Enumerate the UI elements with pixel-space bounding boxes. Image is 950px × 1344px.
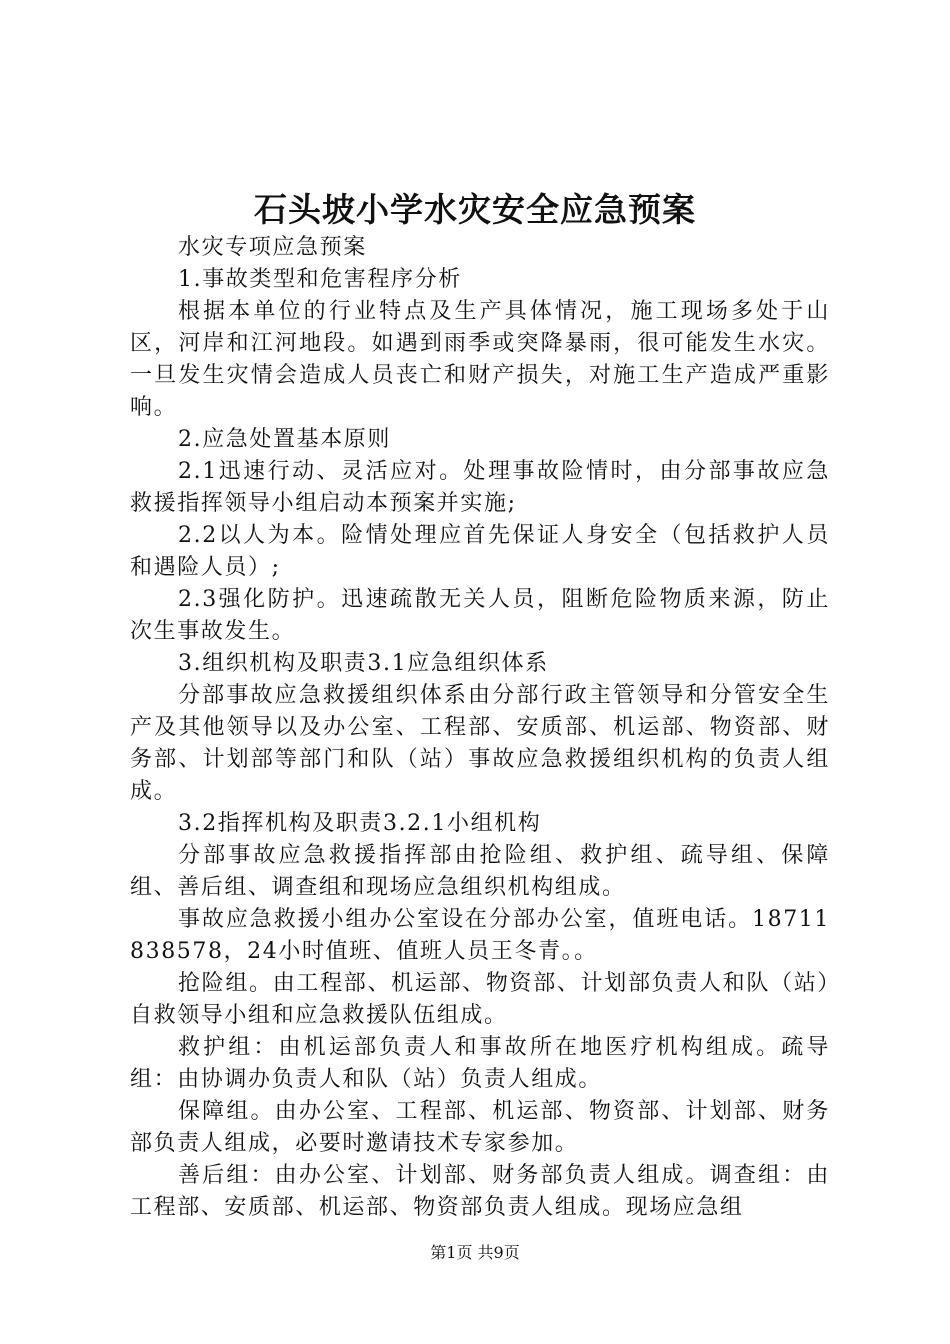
paragraph: 2.2以人为本。险情处理应首先保证人身安全（包括救护人员和遇险人员）; <box>130 523 830 580</box>
paragraph-subtitle: 水灾专项应急预案 <box>178 235 367 260</box>
section-heading-2: 2.应急处置基本原则 <box>178 427 391 452</box>
section-heading-1: 1.事故类型和危害程序分析 <box>178 267 462 292</box>
paragraph: 2.1迅速行动、灵活应对。处理事故险情时，由分部事故应急救援指挥领导小组启动本预案并实施; <box>130 459 830 516</box>
paragraph: 救护组：由机运部负责人和事故所在地医疗机构组成。疏导组：由协调办负责人和队（站）负责人组成。 <box>130 1035 830 1092</box>
paragraph: 保障组。由办公室、工程部、机运部、物资部、计划部、财务部负责人组成，必要时邀请技术专家参加。 <box>130 1099 830 1156</box>
paragraph: 分部事故应急救援指挥部由抢险组、救护组、疏导组、保障组、善后组、调查组和现场应急组织机构组成。 <box>130 843 830 900</box>
section-heading-3-2: 3.2指挥机构及职责3.2.1小组机构 <box>178 811 542 836</box>
paragraph: 事故应急救援小组办公室设在分部办公室，值班电话。18711838578，24小时值班、值班人员王冬青。。 <box>130 907 830 964</box>
document-body <box>130 232 830 1224</box>
section-heading-3: 3.组织机构及职责3.1应急组织体系 <box>178 651 549 676</box>
page-footer: 第1页 共9页 <box>430 1243 520 1262</box>
paragraph: 抢险组。由工程部、机运部、物资部、计划部负责人和队（站）自救领导小组和应急救援队伍组成。 <box>130 971 830 1028</box>
paragraph: 2.3强化防护。迅速疏散无关人员，阻断危险物质来源，防止次生事故发生。 <box>130 587 830 644</box>
document-title: 石头坡小学水灾安全应急预案 <box>254 190 696 229</box>
paragraph: 根据本单位的行业特点及生产具体情况，施工现场多处于山区，河岸和江河地段。如遇到雨季或突降暴雨，很可能发生水灾。一旦发生灾情会造成人员丧亡和财产损失，对施工生产造成严重影响。 <box>130 299 830 420</box>
paragraph: 分部事故应急救援组织体系由分部行政主管领导和分管安全生产及其他领导以及办公室、工程部、安质部、机运部、物资部、财务部、计划部等部门和队（站）事故应急救援组织机构的负责人组成。 <box>130 683 830 804</box>
paragraph: 善后组：由办公室、计划部、财务部负责人组成。调查组：由工程部、安质部、机运部、物资部负责人组成。现场应急组 <box>130 1163 830 1220</box>
